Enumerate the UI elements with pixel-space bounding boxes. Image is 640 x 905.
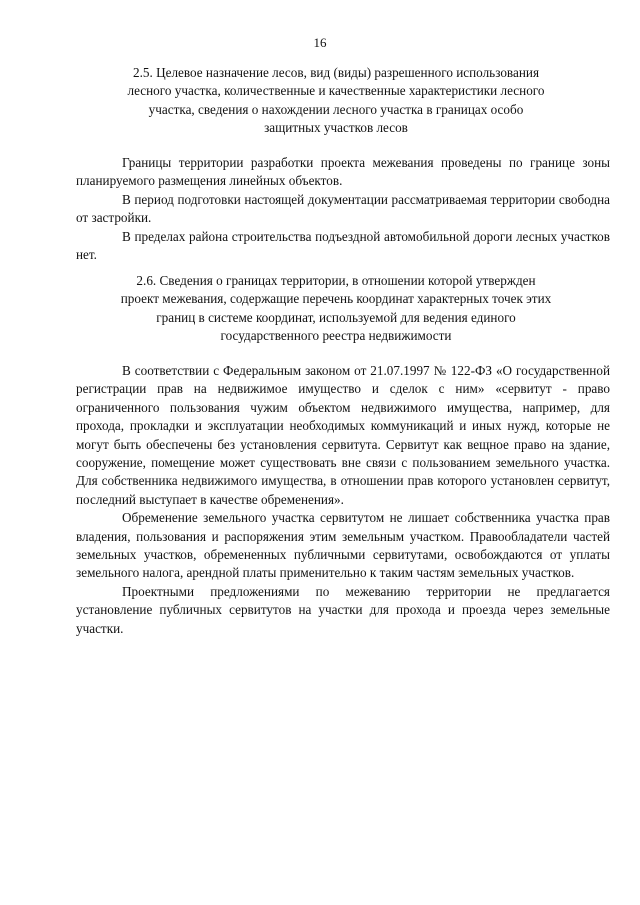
section-2-5-body bbox=[76, 154, 610, 264]
paragraph: В соответствии с Федеральным законом от 21.07.1997 № 122-ФЗ «О государственной регистрации прав на недвижимое имущество и сделок с ним» «сервитут - право ограниченного пользования чужим объектом недвижимого имущества, например, для прохода, прокладки и эксплуатации необходимых коммуникаций и иных нужд, которые не могут быть обеспечены без установления сервитута. Сервитут как вещное право на здание, сооружение, помещение может существовать вне связи с пользованием земельного участка. Для собственника недвижимого имущества, в отношении прав которого установлен сервитут, последний выступает в качестве обременения». bbox=[76, 363, 610, 507]
section-2-6-body bbox=[76, 362, 610, 638]
heading-line: проект межевания, содержащие перечень координат характерных точек этих bbox=[120, 291, 552, 307]
paragraph: Обременение земельного участка сервитутом не лишает собственника участка прав владения, пользования и распоряжения этим земельным участком. Правообладатели частей земельных участков, обремененных публичными сервитутами, освобождаются от уплаты земельного налога, арендной платы применительно к таким частям земельных участков. bbox=[76, 510, 610, 581]
heading-line: участка, сведения о нахождении лесного участка в границах особо bbox=[148, 101, 524, 117]
paragraph: Границы территории разработки проекта межевания проведены по границе зоны планируемого размещения линейных объектов. bbox=[76, 155, 610, 189]
heading-line: 2.5. Целевое назначение лесов, вид (виды) разрешенного использования bbox=[132, 65, 540, 80]
paragraph: Проектными предложениями по межеванию территории не предлагается установление публичных сервитутов на участки для прохода и проезда через земельные участки. bbox=[76, 583, 610, 636]
heading-line: лесного участка, количественные и качественные характеристики лесного bbox=[127, 83, 545, 99]
heading-line: границ в системе координат, используемой для ведения единого bbox=[156, 309, 516, 325]
page-number: 16 bbox=[313, 35, 327, 50]
heading-line: защитных участков лесов bbox=[264, 120, 408, 136]
paragraph: В период подготовки настоящей документации рассматриваемая территории свободна от застройки. bbox=[76, 191, 610, 226]
heading-line: государственного реестра недвижимости bbox=[220, 328, 452, 344]
section-2-6-heading bbox=[100, 272, 572, 346]
paragraph: В пределах района строительства подъездной автомобильной дороги лесных участков нет. bbox=[76, 228, 610, 263]
heading-line: 2.6. Сведения о границах территории, в отношении которой утвержден bbox=[136, 273, 536, 288]
section-2-5-heading bbox=[100, 64, 572, 138]
